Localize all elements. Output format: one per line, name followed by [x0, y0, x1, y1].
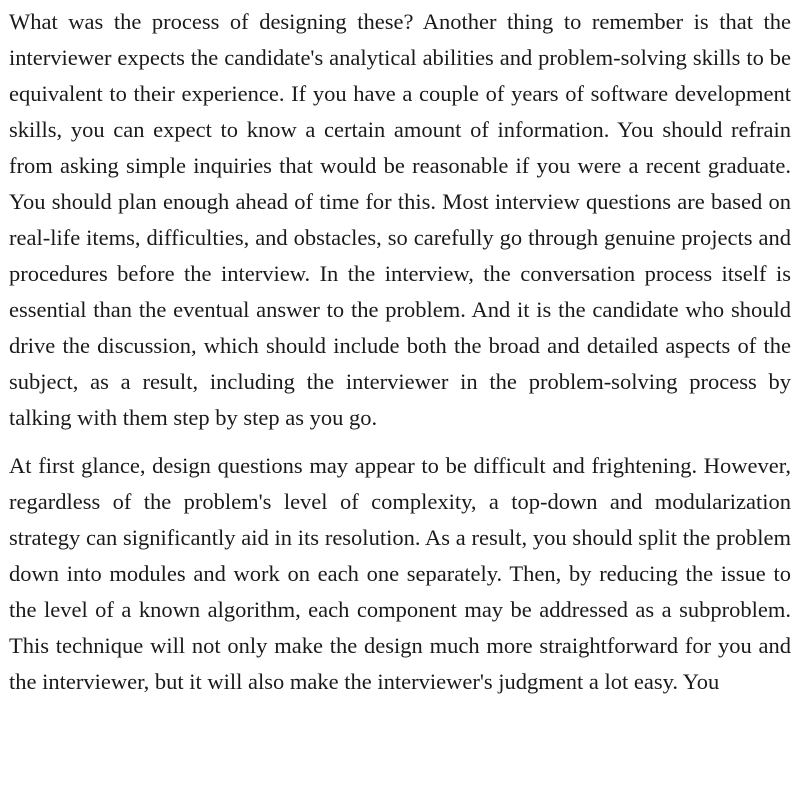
paragraph-1: What was the process of designing these? Another thing to remember is that the interviewer expects the candidate's analytical abilities and problem-solving skills to be equivalent to their experience. If you have a couple of years of software development skills, you can expect to know a certain amount of information. You should refrain from asking simple inquiries that would be reasonable if you were a recent graduate. You should plan enough ahead of time for this. Most interview questions are based on real-life items, difficulties, and obstacles, so carefully go through genuine projects and procedures before the interview. In the interview, the conversation process itself is essential than the eventual answer to the problem. And it is the candidate who should drive the discussion, which should include both the broad and detailed aspects of the subject, as a result, including the interviewer in the problem-solving process by talking with them step by step as you go. — [9, 9, 791, 430]
paragraph-2: At first glance, design questions may appear to be difficult and frightening. However, regardless of the problem's level of complexity, a top-down and modularization strategy can significantly aid in its resolution. As a result, you should split the problem down into modules and work on each one separately. Then, by reducing the issue to the level of a known algorithm, each component may be addressed as a subproblem. This technique will not only make the design much more straightforward for you and the interviewer, but it will also make the interviewer's judgment a lot easy. You — [9, 453, 791, 694]
